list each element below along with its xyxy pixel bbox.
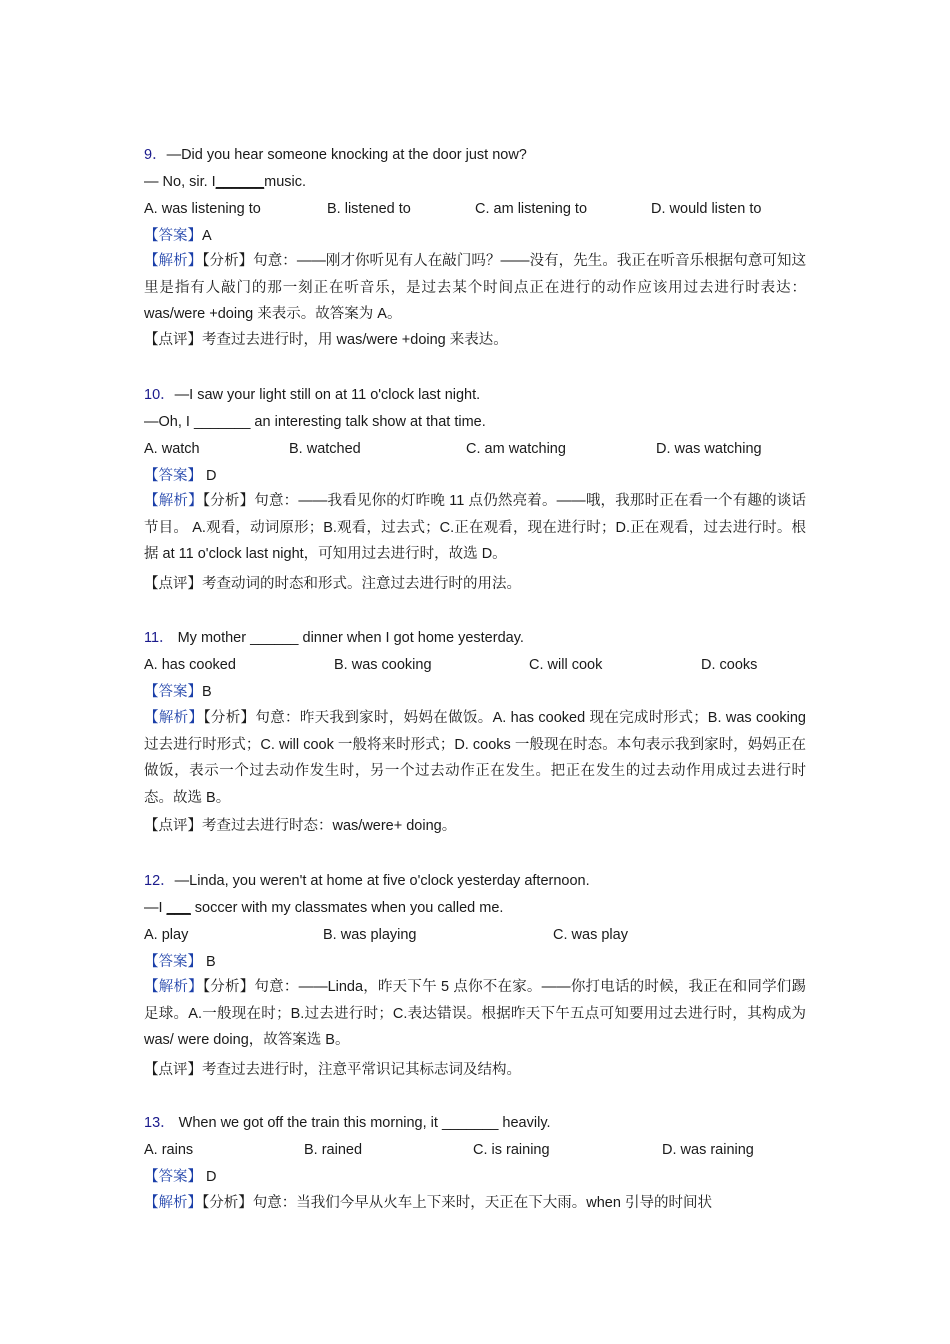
option-a: A. rains (144, 1142, 194, 1158)
question-stem-reply: — No, sir. I______music. (144, 174, 307, 190)
option-c: C. is raining (473, 1142, 550, 1158)
question-number: 10． (144, 387, 175, 403)
option-c: C. am listening to (475, 201, 588, 217)
answer-line (144, 226, 212, 246)
option-d: D. cooks (701, 657, 758, 673)
question-stem: 10．—I saw your light still on at 11 o'clock last night. (144, 387, 481, 403)
comment: 【点评】考查过去进行时，用 was/were +doing 来表达。 (144, 332, 508, 348)
answer-value: B (202, 684, 212, 700)
option-d: D. was raining (662, 1142, 754, 1158)
option-a: A. watch (144, 441, 200, 457)
answer-line (144, 952, 216, 972)
analysis-tag: 【解析】 (144, 493, 203, 509)
option-c: C. am watching (466, 441, 566, 457)
analysis-tag: 【解析】 (144, 1195, 202, 1211)
option-b: B. was cooking (334, 657, 432, 673)
question-stem: 13． When we got off the train this morning, it _______ heavily. (144, 1115, 551, 1131)
answer-tag: 【答案】 (144, 684, 202, 700)
answer-value: A (202, 228, 212, 244)
answer-line (144, 682, 212, 702)
answer-line (144, 1167, 217, 1187)
question-stem-reply: —Oh, I _______ an interesting talk show at that time. (144, 414, 486, 430)
analysis: 【解析】【分析】句意：当我们今早从火车上下来时，天正在下大雨。when 引导的时间状 (144, 1195, 712, 1211)
option-b: B. was playing (323, 927, 417, 943)
answer-tag: 【答案】 (144, 954, 202, 970)
answer-value: B (202, 954, 216, 970)
answer-tag: 【答案】 (144, 1169, 202, 1185)
option-c: C. was play (553, 927, 628, 943)
option-a: A. was listening to (144, 201, 261, 217)
question-stem: 11． My mother ______ dinner when I got home yesterday. (144, 630, 524, 646)
analysis-tag: 【解析】 (144, 979, 203, 995)
answer-line (144, 466, 217, 486)
analysis-tag: 【解析】 (144, 253, 203, 269)
option-d: D. would listen to (651, 201, 762, 217)
question-stem-reply: —I ___ soccer with my classmates when you called me. (144, 900, 504, 916)
question-number: 9． (144, 147, 167, 163)
answer-value: D (202, 468, 217, 484)
question-number: 13． (144, 1115, 175, 1131)
option-b: B. rained (304, 1142, 363, 1158)
analysis: 【解析】【分析】句意：——我看见你的灯昨晚 11 点仍然亮着。——哦，我那时正在看一个有趣的谈话节目。 A.观看，动词原形；B.观看，过去式；C.正在观看，现在进行时；D.正在观看，过去进行时。根据 at 11 o'clock last night，可知用过去进行时，故选 D。 (144, 493, 807, 562)
analysis: 【解析】【分析】句意：——刚才你听见有人在敲门吗？——没有，先生。我正在听音乐根据句意可知这里是指有人敲门的那一刻正在听音乐，是过去某个时间点正在进行的动作应该用过去进行时表达：was/were +doing 来表示。故答案为 A。 (144, 253, 807, 322)
question-number: 11． (144, 630, 174, 646)
option-a: A. has cooked (144, 657, 236, 673)
answer-tag: 【答案】 (144, 468, 202, 484)
analysis: 【解析】【分析】句意：昨天我到家时，妈妈在做饭。A. has cooked 现在完成时形式；B. was cooking 过去进行时形式；C. will cook 一般将来时形式；D. cooks 一般现在时态。本句表示我到家时，妈妈正在做饭，表示一个过去动作发生时，另一个过去动作正在发生。把正在发生的过去动作用成过去进行时态。故选 B。 (144, 710, 806, 806)
comment: 【点评】考查过去进行时，注意平常识记其标志词及结构。 (144, 1062, 521, 1078)
answer-blank: ___ (166, 900, 191, 916)
question-stem: 9．—Did you hear someone knocking at the door just now? (144, 147, 527, 163)
answer-tag: 【答案】 (144, 228, 202, 244)
option-b: B. watched (289, 441, 361, 457)
comment: 【点评】考查过去进行时态：was/were+ doing。 (144, 818, 457, 834)
comment: 【点评】考查动词的时态和形式。注意过去进行时的用法。 (144, 576, 521, 592)
answer-blank: ______ (215, 174, 265, 190)
question-stem: 12．—Linda, you weren't at home at five o'clock yesterday afternoon. (144, 873, 590, 889)
question-number: 12． (144, 873, 175, 889)
analysis: 【解析】【分析】句意：——Linda，昨天下午 5 点你不在家。——你打电话的时候，我正在和同学们踢足球。A.一般现在时；B.过去进行时；C.表达错误。根据昨天下午五点可知要用过去进行时，其构成为 was/ were doing，故答案选 B。 (144, 979, 806, 1048)
option-c: C. will cook (529, 657, 603, 673)
option-b: B. listened to (327, 201, 411, 217)
analysis-tag: 【解析】 (144, 710, 204, 726)
option-a: A. play (144, 927, 189, 943)
answer-value: D (202, 1169, 217, 1185)
option-d: D. was watching (656, 441, 762, 457)
